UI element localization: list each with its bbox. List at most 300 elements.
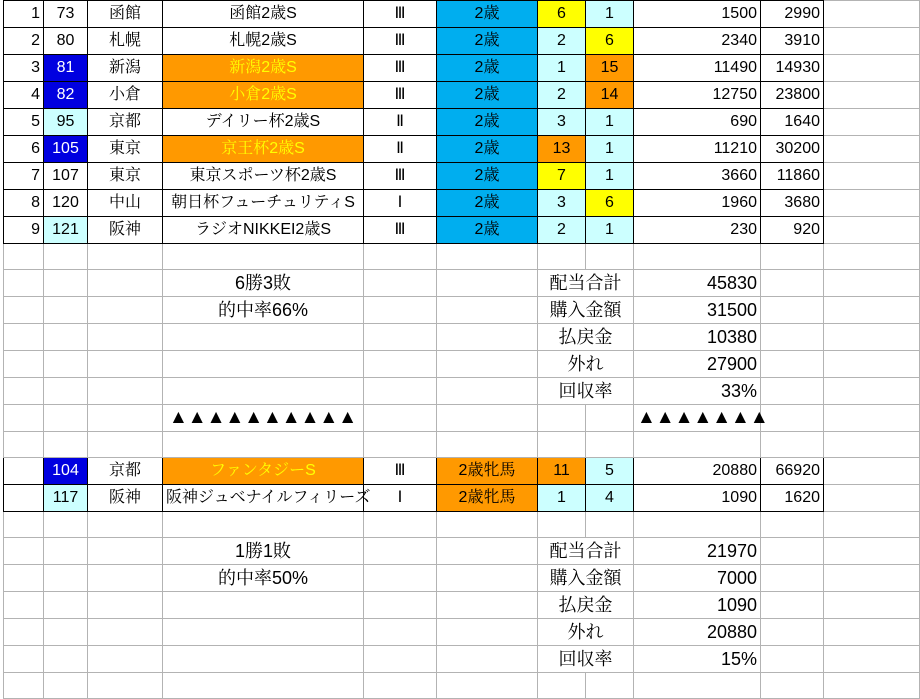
cell-grade[interactable]: Ⅲ xyxy=(364,1,437,28)
cell-result[interactable]: 6 xyxy=(586,28,634,55)
empty-cell xyxy=(586,673,634,699)
summary-label[interactable]: 外れ xyxy=(538,351,634,378)
summary-label[interactable]: 払戻金 xyxy=(538,324,634,351)
empty-cell xyxy=(88,538,163,565)
summary-label[interactable]: 配当合計 xyxy=(538,538,634,565)
empty-cell xyxy=(824,432,920,458)
spreadsheet-grid xyxy=(3,0,920,699)
cell-age-class[interactable]: 2歳 xyxy=(437,55,538,82)
race-row xyxy=(4,109,920,136)
cell-race-num[interactable]: 105 xyxy=(44,136,88,163)
empty-cell xyxy=(364,244,437,270)
empty-cell xyxy=(364,324,437,351)
summary-value[interactable]: 45830 xyxy=(634,270,761,297)
hit-rate-text[interactable]: 的中率50% xyxy=(163,565,364,592)
summary-value[interactable]: 31500 xyxy=(634,297,761,324)
empty-cell xyxy=(163,512,364,538)
empty-cell xyxy=(163,619,364,646)
empty-cell xyxy=(4,378,44,405)
summary-row xyxy=(4,619,920,646)
summary-label[interactable]: 回収率 xyxy=(538,646,634,673)
empty-cell xyxy=(761,324,824,351)
empty-cell xyxy=(44,592,88,619)
summary-row xyxy=(4,592,920,619)
cell-age-class[interactable]: 2歳 xyxy=(437,109,538,136)
empty-cell xyxy=(761,512,824,538)
cell-pick[interactable]: 2 xyxy=(538,28,586,55)
empty-cell xyxy=(364,592,437,619)
cell-venue[interactable]: 東京 xyxy=(88,163,163,190)
empty-cell xyxy=(44,565,88,592)
empty-cell xyxy=(437,378,538,405)
empty-cell xyxy=(634,432,761,458)
cell-result[interactable]: 1 xyxy=(586,109,634,136)
blank-row xyxy=(4,432,920,458)
record-text[interactable]: 6勝3敗 xyxy=(163,270,364,297)
cell-race-num[interactable]: 104 xyxy=(44,458,88,485)
empty-cell xyxy=(824,270,920,297)
cell-pick[interactable]: 1 xyxy=(538,485,586,512)
cell-payout[interactable]: 2340 xyxy=(634,28,761,55)
empty-cell xyxy=(88,244,163,270)
race-row xyxy=(4,485,920,512)
empty-cell xyxy=(634,512,761,538)
empty-cell xyxy=(88,619,163,646)
cell-age-class[interactable]: 2歳 xyxy=(437,217,538,244)
empty-cell xyxy=(4,458,44,485)
cell-race-name[interactable]: ファンタジーS xyxy=(163,458,364,485)
cell-venue[interactable]: 東京 xyxy=(88,136,163,163)
empty-cell xyxy=(824,485,920,512)
empty-cell xyxy=(761,378,824,405)
cell-row-no[interactable]: 6 xyxy=(4,136,44,163)
cell-race-num[interactable]: 107 xyxy=(44,163,88,190)
cell-result[interactable]: 1 xyxy=(586,163,634,190)
triangle-marks[interactable]: ▲▲▲▲▲▲▲ xyxy=(634,405,761,432)
cell-result[interactable]: 1 xyxy=(586,217,634,244)
cell-race-num[interactable]: 120 xyxy=(44,190,88,217)
cell-payout[interactable]: 12750 xyxy=(634,82,761,109)
empty-cell xyxy=(538,673,586,699)
empty-cell xyxy=(4,324,44,351)
empty-cell xyxy=(538,512,586,538)
empty-cell xyxy=(824,297,920,324)
summary-label[interactable]: 配当合計 xyxy=(538,270,634,297)
summary-value[interactable]: 15% xyxy=(634,646,761,673)
cell-age-class[interactable]: 2歳 xyxy=(437,190,538,217)
cell-pick[interactable]: 3 xyxy=(538,190,586,217)
cell-result[interactable]: 1 xyxy=(586,136,634,163)
empty-cell xyxy=(437,432,538,458)
empty-cell xyxy=(364,378,437,405)
race-row xyxy=(4,82,920,109)
empty-cell xyxy=(44,673,88,699)
cell-result[interactable]: 6 xyxy=(586,190,634,217)
empty-cell xyxy=(824,217,920,244)
empty-cell xyxy=(824,136,920,163)
blank-row xyxy=(4,673,920,699)
cell-race-num[interactable]: 73 xyxy=(44,1,88,28)
cell-row-no[interactable]: 2 xyxy=(4,28,44,55)
cell-venue[interactable]: 新潟 xyxy=(88,55,163,82)
cell-venue[interactable]: 京都 xyxy=(88,109,163,136)
summary-value[interactable]: 33% xyxy=(634,378,761,405)
empty-cell xyxy=(88,565,163,592)
empty-cell xyxy=(44,512,88,538)
cell-race-name[interactable]: 阪神ジュベナイルフィリーズ xyxy=(163,485,364,512)
empty-cell xyxy=(761,646,824,673)
empty-cell xyxy=(163,673,364,699)
summary-row xyxy=(4,565,920,592)
hit-rate-text[interactable]: 的中率66% xyxy=(163,297,364,324)
empty-cell xyxy=(824,109,920,136)
empty-cell xyxy=(437,619,538,646)
cell-race-num[interactable]: 81 xyxy=(44,55,88,82)
race-row xyxy=(4,1,920,28)
empty-cell xyxy=(586,432,634,458)
cell-pick[interactable]: 2 xyxy=(538,82,586,109)
empty-cell xyxy=(163,646,364,673)
cell-total[interactable]: 30200 xyxy=(761,136,824,163)
empty-cell xyxy=(88,378,163,405)
summary-row xyxy=(4,351,920,378)
cell-payout[interactable]: 11490 xyxy=(634,55,761,82)
cell-grade[interactable]: Ⅰ xyxy=(364,485,437,512)
empty-cell xyxy=(824,646,920,673)
empty-cell xyxy=(88,324,163,351)
empty-cell xyxy=(44,270,88,297)
cell-payout[interactable]: 20880 xyxy=(634,458,761,485)
cell-total[interactable]: 3910 xyxy=(761,28,824,55)
empty-cell xyxy=(437,324,538,351)
cell-race-name[interactable]: ラジオNIKKEI2歳S xyxy=(163,217,364,244)
cell-venue[interactable]: 小倉 xyxy=(88,82,163,109)
empty-cell xyxy=(4,297,44,324)
cell-row-no[interactable]: 4 xyxy=(4,82,44,109)
empty-cell xyxy=(364,565,437,592)
empty-cell xyxy=(824,619,920,646)
cell-grade[interactable]: Ⅲ xyxy=(364,55,437,82)
cell-venue[interactable]: 阪神 xyxy=(88,485,163,512)
empty-cell xyxy=(437,244,538,270)
empty-cell xyxy=(4,485,44,512)
empty-cell xyxy=(437,673,538,699)
cell-pick[interactable]: 6 xyxy=(538,1,586,28)
cell-payout[interactable]: 3660 xyxy=(634,163,761,190)
empty-cell xyxy=(761,297,824,324)
cell-race-name[interactable]: 東京スポーツ杯2歳S xyxy=(163,163,364,190)
cell-age-class[interactable]: 2歳 xyxy=(437,1,538,28)
cell-race-num[interactable]: 121 xyxy=(44,217,88,244)
empty-cell xyxy=(4,646,44,673)
empty-cell xyxy=(163,378,364,405)
cell-age-class[interactable]: 2歳牝馬 xyxy=(437,485,538,512)
empty-cell xyxy=(824,378,920,405)
empty-cell xyxy=(364,270,437,297)
summary-value[interactable]: 7000 xyxy=(634,565,761,592)
empty-cell xyxy=(364,512,437,538)
empty-cell xyxy=(364,351,437,378)
empty-cell xyxy=(163,432,364,458)
summary-row xyxy=(4,378,920,405)
empty-cell xyxy=(88,592,163,619)
cell-race-num[interactable]: 80 xyxy=(44,28,88,55)
cell-venue[interactable]: 函館 xyxy=(88,1,163,28)
cell-pick[interactable]: 13 xyxy=(538,136,586,163)
empty-cell xyxy=(824,592,920,619)
cell-race-name[interactable]: 新潟2歳S xyxy=(163,55,364,82)
cell-venue[interactable]: 札幌 xyxy=(88,28,163,55)
cell-pick[interactable]: 1 xyxy=(538,55,586,82)
empty-cell xyxy=(761,270,824,297)
cell-total[interactable]: 1640 xyxy=(761,109,824,136)
cell-total[interactable]: 2990 xyxy=(761,1,824,28)
empty-cell xyxy=(4,538,44,565)
empty-cell xyxy=(437,270,538,297)
empty-cell xyxy=(163,592,364,619)
cell-row-no[interactable]: 8 xyxy=(4,190,44,217)
empty-cell xyxy=(44,432,88,458)
empty-cell xyxy=(761,538,824,565)
empty-cell xyxy=(88,351,163,378)
summary-row xyxy=(4,646,920,673)
empty-cell xyxy=(824,55,920,82)
empty-cell xyxy=(824,190,920,217)
cell-grade[interactable]: Ⅲ xyxy=(364,163,437,190)
summary-value[interactable]: 10380 xyxy=(634,324,761,351)
empty-cell xyxy=(437,351,538,378)
cell-result[interactable]: 15 xyxy=(586,55,634,82)
cell-race-num[interactable]: 117 xyxy=(44,485,88,512)
empty-cell xyxy=(824,458,920,485)
empty-cell xyxy=(163,351,364,378)
cell-payout[interactable]: 11210 xyxy=(634,136,761,163)
cell-pick[interactable]: 3 xyxy=(538,109,586,136)
empty-cell xyxy=(4,592,44,619)
empty-cell xyxy=(364,538,437,565)
race-row xyxy=(4,136,920,163)
summary-value[interactable]: 21970 xyxy=(634,538,761,565)
empty-cell xyxy=(44,646,88,673)
empty-cell xyxy=(761,565,824,592)
summary-label[interactable]: 外れ xyxy=(538,619,634,646)
empty-cell xyxy=(44,244,88,270)
empty-cell xyxy=(88,512,163,538)
empty-cell xyxy=(88,405,163,432)
empty-cell xyxy=(761,673,824,699)
cell-pick[interactable]: 2 xyxy=(538,217,586,244)
cell-race-name[interactable]: 小倉2歳S xyxy=(163,82,364,109)
empty-cell xyxy=(88,432,163,458)
empty-cell xyxy=(824,512,920,538)
cell-grade[interactable]: Ⅲ xyxy=(364,28,437,55)
cell-row-no[interactable]: 3 xyxy=(4,55,44,82)
empty-cell xyxy=(4,673,44,699)
cell-total[interactable]: 66920 xyxy=(761,458,824,485)
empty-cell xyxy=(824,244,920,270)
empty-cell xyxy=(364,673,437,699)
cell-grade[interactable]: Ⅲ xyxy=(364,82,437,109)
empty-cell xyxy=(4,351,44,378)
empty-cell xyxy=(4,244,44,270)
cell-total[interactable]: 23800 xyxy=(761,82,824,109)
cell-result[interactable]: 1 xyxy=(586,1,634,28)
empty-cell xyxy=(824,538,920,565)
summary-value[interactable]: 1090 xyxy=(634,592,761,619)
empty-cell xyxy=(88,646,163,673)
empty-cell xyxy=(4,565,44,592)
empty-cell xyxy=(437,297,538,324)
empty-cell xyxy=(437,592,538,619)
cell-race-num[interactable]: 82 xyxy=(44,82,88,109)
empty-cell xyxy=(88,297,163,324)
cell-age-class[interactable]: 2歳 xyxy=(437,163,538,190)
cell-race-name[interactable]: デイリー杯2歳S xyxy=(163,109,364,136)
empty-cell xyxy=(437,512,538,538)
cell-result[interactable]: 14 xyxy=(586,82,634,109)
empty-cell xyxy=(586,405,634,432)
empty-cell xyxy=(364,432,437,458)
empty-cell xyxy=(44,324,88,351)
empty-cell xyxy=(4,432,44,458)
cell-payout[interactable]: 1500 xyxy=(634,1,761,28)
cell-grade[interactable]: Ⅲ xyxy=(364,217,437,244)
empty-cell xyxy=(44,405,88,432)
empty-cell xyxy=(824,28,920,55)
race-row xyxy=(4,163,920,190)
empty-cell xyxy=(761,592,824,619)
empty-cell xyxy=(761,405,824,432)
race-row xyxy=(4,55,920,82)
cell-payout[interactable]: 690 xyxy=(634,109,761,136)
empty-cell xyxy=(586,244,634,270)
summary-label[interactable]: 購入金額 xyxy=(538,297,634,324)
cell-total[interactable]: 1620 xyxy=(761,485,824,512)
empty-cell xyxy=(364,297,437,324)
cell-age-class[interactable]: 2歳 xyxy=(437,28,538,55)
cell-total[interactable]: 920 xyxy=(761,217,824,244)
summary-label[interactable]: 払戻金 xyxy=(538,592,634,619)
empty-cell xyxy=(538,405,586,432)
empty-cell xyxy=(824,565,920,592)
empty-cell xyxy=(824,1,920,28)
cell-total[interactable]: 11860 xyxy=(761,163,824,190)
cell-grade[interactable]: Ⅱ xyxy=(364,136,437,163)
cell-pick[interactable]: 11 xyxy=(538,458,586,485)
cell-row-no[interactable]: 9 xyxy=(4,217,44,244)
cell-payout[interactable]: 1960 xyxy=(634,190,761,217)
cell-age-class[interactable]: 2歳 xyxy=(437,82,538,109)
empty-cell xyxy=(761,351,824,378)
race-row xyxy=(4,28,920,55)
cell-race-name[interactable]: 札幌2歳S xyxy=(163,28,364,55)
empty-cell xyxy=(4,405,44,432)
cell-race-name[interactable]: 函館2歳S xyxy=(163,1,364,28)
cell-payout[interactable]: 1090 xyxy=(634,485,761,512)
cell-row-no[interactable]: 1 xyxy=(4,1,44,28)
summary-value[interactable]: 27900 xyxy=(634,351,761,378)
cell-venue[interactable]: 中山 xyxy=(88,190,163,217)
cell-race-name[interactable]: 京王杯2歳S xyxy=(163,136,364,163)
summary-value[interactable]: 20880 xyxy=(634,619,761,646)
cell-venue[interactable]: 京都 xyxy=(88,458,163,485)
empty-cell xyxy=(4,270,44,297)
empty-cell xyxy=(437,646,538,673)
empty-cell xyxy=(163,324,364,351)
race-row xyxy=(4,458,920,485)
empty-cell xyxy=(761,432,824,458)
empty-cell xyxy=(586,512,634,538)
empty-cell xyxy=(437,405,538,432)
cell-grade[interactable]: Ⅲ xyxy=(364,458,437,485)
empty-cell xyxy=(538,432,586,458)
cell-venue[interactable]: 阪神 xyxy=(88,217,163,244)
summary-row xyxy=(4,538,920,565)
empty-cell xyxy=(88,270,163,297)
empty-cell xyxy=(44,538,88,565)
marks-row xyxy=(4,405,920,432)
empty-cell xyxy=(88,673,163,699)
empty-cell xyxy=(761,619,824,646)
summary-row xyxy=(4,297,920,324)
empty-cell xyxy=(44,297,88,324)
empty-cell xyxy=(824,673,920,699)
cell-payout[interactable]: 230 xyxy=(634,217,761,244)
cell-race-num[interactable]: 95 xyxy=(44,109,88,136)
cell-grade[interactable]: Ⅰ xyxy=(364,190,437,217)
empty-cell xyxy=(364,619,437,646)
empty-cell xyxy=(634,244,761,270)
cell-pick[interactable]: 7 xyxy=(538,163,586,190)
empty-cell xyxy=(824,405,920,432)
empty-cell xyxy=(824,82,920,109)
cell-row-no[interactable]: 7 xyxy=(4,163,44,190)
empty-cell xyxy=(437,538,538,565)
race-row xyxy=(4,217,920,244)
empty-cell xyxy=(824,351,920,378)
empty-cell xyxy=(538,244,586,270)
cell-total[interactable]: 3680 xyxy=(761,190,824,217)
empty-cell xyxy=(761,244,824,270)
empty-cell xyxy=(44,619,88,646)
summary-row xyxy=(4,270,920,297)
cell-result[interactable]: 4 xyxy=(586,485,634,512)
summary-row xyxy=(4,324,920,351)
cell-result[interactable]: 5 xyxy=(586,458,634,485)
cell-race-name[interactable]: 朝日杯フューチュリティS xyxy=(163,190,364,217)
empty-cell xyxy=(44,378,88,405)
cell-total[interactable]: 14930 xyxy=(761,55,824,82)
empty-cell xyxy=(824,163,920,190)
blank-row xyxy=(4,512,920,538)
empty-cell xyxy=(44,351,88,378)
blank-row xyxy=(4,244,920,270)
cell-age-class[interactable]: 2歳 xyxy=(437,136,538,163)
empty-cell xyxy=(634,673,761,699)
triangle-marks[interactable]: ▲▲▲▲▲▲▲▲▲▲ xyxy=(163,405,364,432)
empty-cell xyxy=(364,646,437,673)
empty-cell xyxy=(163,244,364,270)
cell-grade[interactable]: Ⅱ xyxy=(364,109,437,136)
empty-cell xyxy=(4,619,44,646)
summary-label[interactable]: 回収率 xyxy=(538,378,634,405)
race-row xyxy=(4,190,920,217)
summary-label[interactable]: 購入金額 xyxy=(538,565,634,592)
record-text[interactable]: 1勝1敗 xyxy=(163,538,364,565)
empty-cell xyxy=(4,512,44,538)
cell-age-class[interactable]: 2歳牝馬 xyxy=(437,458,538,485)
cell-row-no[interactable]: 5 xyxy=(4,109,44,136)
